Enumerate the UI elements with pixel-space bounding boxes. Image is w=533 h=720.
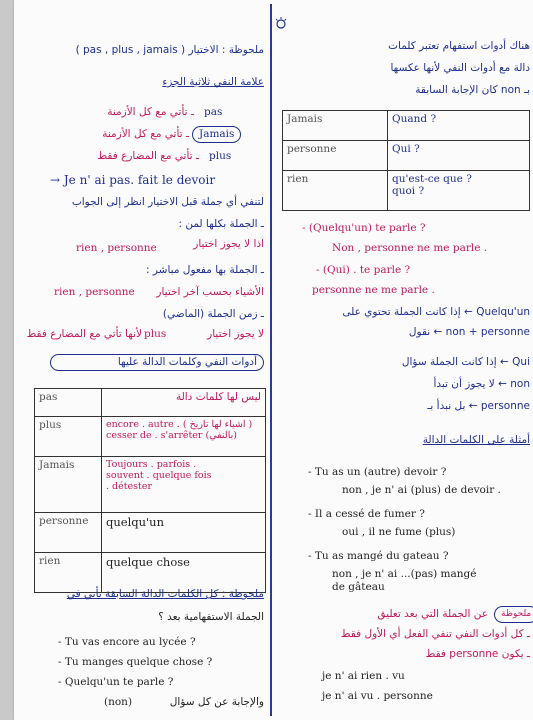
table-cell: personne xyxy=(283,141,388,171)
note-line: ـ كل أدوات النفي تنفي الفعل أي الأول فقط xyxy=(340,628,530,640)
rule-1b: non + personne ← نقول xyxy=(408,326,530,338)
right-header-3: بـ non كان الإجابة السابقة xyxy=(415,84,530,96)
right-header-2: دالة مع أدوات النفي لأنها عكسها xyxy=(390,62,530,74)
example-answer: oui , il ne fume (plus) xyxy=(342,526,456,538)
note-title: ملحوظة xyxy=(494,606,533,623)
table-row xyxy=(283,111,530,141)
rule-1: Quelqu'un ← إذا كانت الجملة تحتوي على xyxy=(342,306,530,318)
note-3: اذا لا يجوز اختيار xyxy=(193,238,264,250)
table-value: quelque chose xyxy=(102,553,266,593)
item-plus-ar: ـ تأتي مع المضارع فقط xyxy=(97,150,199,162)
example-answer: non , je n' ai (plus) de devoir . xyxy=(342,484,501,496)
item-jamais: Jamais xyxy=(192,126,241,143)
note-2: ـ الجملة بكلها لمن : xyxy=(178,218,264,230)
question-2: - Tu manges quelque chose ? xyxy=(58,656,213,668)
right-column xyxy=(272,6,533,714)
question-answer-ar: والإجابة عن كل سؤال xyxy=(169,696,264,708)
rule-2b: non ← لا يجوز أن تبدأ xyxy=(433,378,530,390)
words-table xyxy=(34,388,266,593)
item-plus: plus xyxy=(209,150,232,162)
table-row xyxy=(35,553,266,593)
table-cell: Quand ? xyxy=(388,111,530,141)
table-value: ليس لها كلمات دالة xyxy=(102,389,266,417)
table-row xyxy=(35,417,266,457)
example-1: - (Quelqu'un) te parle ? xyxy=(302,222,426,234)
note-3b: rien , personne xyxy=(76,242,157,254)
final-example: je n' ai rien . vu xyxy=(322,670,405,682)
question-1: - Tu vas encore au lycée ? xyxy=(58,636,196,648)
table-cell: qu'est-ce que ? quoi ? xyxy=(388,171,530,211)
table-value: quelqu'un xyxy=(102,513,266,553)
item-pas-ar: ـ تأتي مع كل الأزمنة xyxy=(107,106,194,118)
example-question: - Tu as mangé du gateau ? xyxy=(308,550,449,562)
note-line: عن الجملة التي بعد تعليق xyxy=(377,608,488,620)
example-question: - Il a cessé de fumer ? xyxy=(308,508,425,520)
table-key: pas xyxy=(35,389,102,417)
example-2-answer: personne ne me parle . xyxy=(312,284,435,296)
note-7b: plus xyxy=(144,328,167,340)
final-example: je n' ai vu . personne xyxy=(322,690,433,702)
table-row xyxy=(283,171,530,211)
note-line: ـ يكون personne فقط xyxy=(425,648,530,660)
left-subtitle: علامة النفي ثلاثية الجزء xyxy=(162,76,264,88)
item-jamais-ar: ـ تأتي مع كل الأزمنة xyxy=(102,128,189,140)
table-cell: Jamais xyxy=(283,111,388,141)
table-row xyxy=(35,513,266,553)
example-question: - Tu as un (autre) devoir ? xyxy=(308,466,447,478)
table-key: Jamais xyxy=(35,457,102,513)
section-2-title: أدوات النفي وكلمات الدالة عليها xyxy=(50,354,264,371)
sun-doodle-icon xyxy=(274,16,288,30)
notebook-page xyxy=(14,0,533,720)
table-key: personne xyxy=(35,513,102,553)
right-header: هناك أدوات استفهام تعتبر كلمات xyxy=(388,40,530,52)
example-2: - (Qui) . te parle ? xyxy=(316,264,411,276)
table-row xyxy=(283,141,530,171)
note-5: rien , personne xyxy=(54,286,135,298)
note-1: لتنفي أي جملة قبل الاختيار انظر إلى الجواب xyxy=(71,196,264,208)
section-3-subtitle: الجملة الاستفهامية بعد ؟ xyxy=(158,611,264,623)
note-7: لا يجوز اختيار xyxy=(207,328,264,340)
table-row xyxy=(35,389,266,417)
section-3-title: ملحوظة : كل الكلمات الدالة السابقة تأتي في xyxy=(66,588,264,600)
table-key: rien xyxy=(35,553,102,593)
note-5b: الأشياء بحسب آخر اختيار xyxy=(156,286,264,298)
note-6: ـ زمن الجملة (الماضي) xyxy=(162,308,264,320)
item-pas: pas xyxy=(204,106,223,118)
example-1: → Je n' ai pas. fait le devoir xyxy=(50,173,216,187)
rule-2: Qui ← إذا كانت الجملة سؤال xyxy=(401,356,530,368)
rule-2c: personne ← بل نبدأ بـ xyxy=(427,400,530,412)
left-title: ملحوظة : الاختيار ( pas , plus , jamais ) xyxy=(75,44,264,56)
example-1-answer: Non , personne ne me parle . xyxy=(332,242,488,254)
example-answer: non , je n' ai ...(pas) mangé de gâteau xyxy=(332,568,477,593)
left-column xyxy=(14,6,272,714)
table-row xyxy=(35,457,266,513)
question-3: - Quelqu'un te parle ? xyxy=(58,676,174,688)
table-cell: rien xyxy=(283,171,388,211)
note-4: ـ الجملة بها مفعول مباشر : xyxy=(146,264,264,276)
table-value: Toujours . parfois . souvent . quelque fois . détester xyxy=(102,457,266,513)
table-cell: Qui ? xyxy=(388,141,530,171)
examples-title: أمثلة على الكلمات الدالة xyxy=(422,434,530,446)
table-key: plus xyxy=(35,417,102,457)
question-answer: (non) xyxy=(104,696,133,708)
note-7c: لأنها تأتي مع المضارع فقط xyxy=(26,328,142,340)
table-value: encore . autre . ( اشياء لها تاريخ ) cesser de . s'arrêter (بالنفي) xyxy=(102,417,266,457)
question-table xyxy=(282,110,530,211)
